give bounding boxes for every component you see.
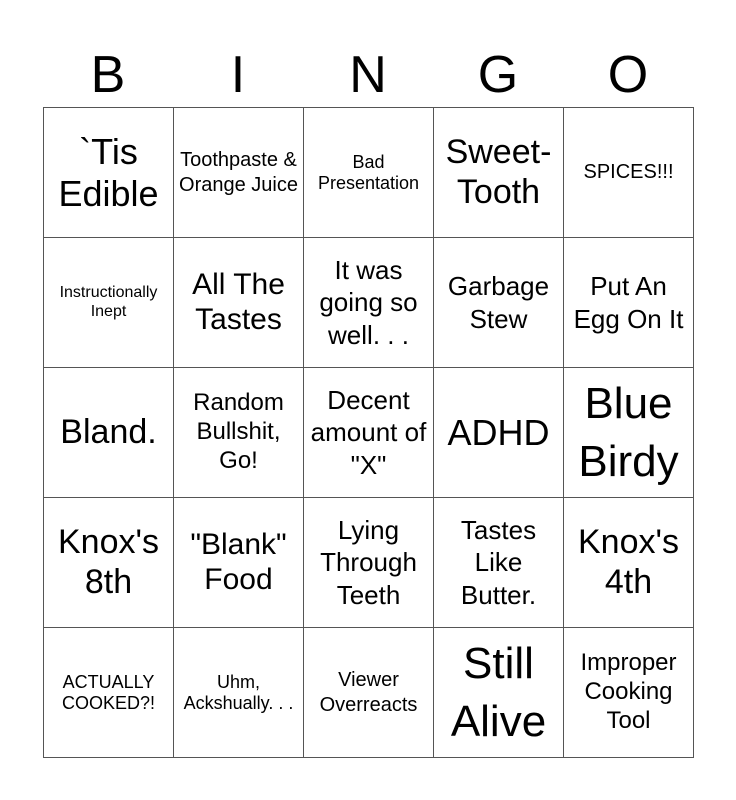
bingo-cell[interactable]: Improper Cooking Tool <box>563 627 694 758</box>
bingo-header <box>43 44 693 106</box>
header-letter-n: N <box>349 46 387 104</box>
bingo-cell[interactable]: Toothpaste & Orange Juice <box>173 107 304 238</box>
header-letter-o: O <box>607 46 649 104</box>
bingo-cell[interactable]: ACTUALLY COOKED?! <box>43 627 174 758</box>
bingo-cell[interactable]: Viewer Overreacts <box>303 627 434 758</box>
bingo-cell[interactable]: Garbage Stew <box>433 237 564 368</box>
bingo-cell[interactable]: Blue Birdy <box>563 367 694 498</box>
bingo-cell[interactable]: Sweet-Tooth <box>433 107 564 238</box>
bingo-cell[interactable]: Still Alive <box>433 627 564 758</box>
bingo-cell[interactable]: Bland. <box>43 367 174 498</box>
bingo-cell[interactable]: All The Tastes <box>173 237 304 368</box>
bingo-cell[interactable]: `Tis Edible <box>43 107 174 238</box>
bingo-cell[interactable]: Instructionally Inept <box>43 237 174 368</box>
bingo-cell[interactable]: Put An Egg On It <box>563 237 694 368</box>
header-letter-g: G <box>477 46 519 104</box>
bingo-cell[interactable]: Decent amount of "X" <box>303 367 434 498</box>
bingo-cell[interactable]: SPICES!!! <box>563 107 694 238</box>
bingo-cell[interactable]: Knox's 8th <box>43 497 174 628</box>
bingo-cell[interactable]: Random Bullshit, Go! <box>173 367 304 498</box>
bingo-cell[interactable]: Knox's 4th <box>563 497 694 628</box>
header-letter-i: I <box>230 46 246 104</box>
bingo-board <box>43 107 693 757</box>
bingo-cell[interactable]: ADHD <box>433 367 564 498</box>
bingo-cell[interactable]: "Blank" Food <box>173 497 304 628</box>
bingo-cell[interactable]: Bad Presentation <box>303 107 434 238</box>
header-letter-b: B <box>90 46 126 104</box>
bingo-cell[interactable]: Tastes Like Butter. <box>433 497 564 628</box>
bingo-cell[interactable]: It was going so well. . . <box>303 237 434 368</box>
bingo-cell[interactable]: Uhm, Ackshually. . . <box>173 627 304 758</box>
bingo-cell[interactable]: Lying Through Teeth <box>303 497 434 628</box>
